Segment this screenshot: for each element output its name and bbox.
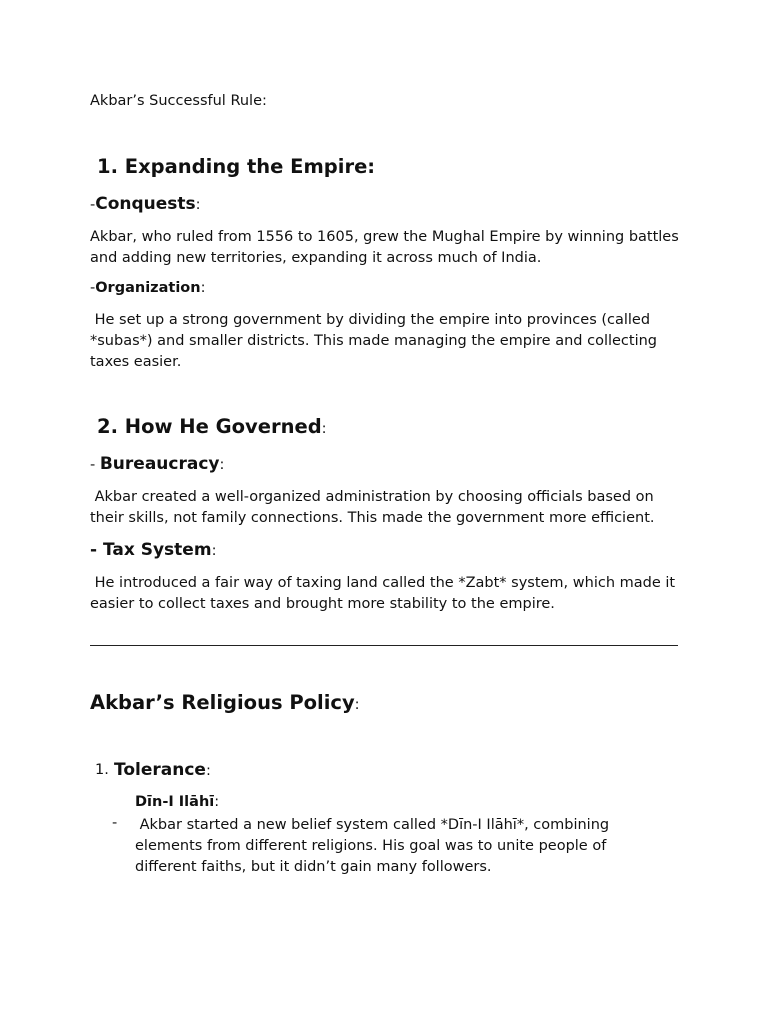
religious-policy-title: Akbar’s Religious Policy <box>90 691 355 714</box>
tolerance-number: 1. <box>95 762 109 778</box>
intro-line: Akbar’s Successful Rule: <box>90 93 267 109</box>
section-1-title: Expanding the Empire: <box>124 155 376 178</box>
section-2-title: How He Governed <box>124 415 322 438</box>
religious-policy-heading <box>90 691 360 714</box>
tax-system-colon: : <box>211 543 217 559</box>
conquests-colon: : <box>195 197 201 213</box>
din-i-ilahi-text: Akbar started a new belief system called *Dīn-I Ilāhī*, combining elements from different religions. His goal was to unite people of different faiths, but it didn’t gain many followers. <box>135 817 614 875</box>
tax-system-heading <box>90 540 216 560</box>
tax-system-label: - Tax System <box>90 540 212 560</box>
section-1-number: 1. <box>97 155 118 178</box>
tolerance-heading <box>114 760 211 780</box>
bureaucracy-heading <box>90 454 224 474</box>
bureaucracy-text: Akbar created a well-organized administration by choosing officials based on their skills, not family connections. This made the government more efficient. <box>90 489 659 526</box>
organization-text: He set up a strong government by dividing the empire into provinces (called *subas*) and smaller districts. This made managing the empire and collecting taxes easier. <box>90 312 662 370</box>
bureaucracy-prefix: - <box>90 457 100 473</box>
conquests-text: Akbar, who ruled from 1556 to 1605, grew the Mughal Empire by winning battles and adding new territories, expanding it across much of India. <box>90 229 679 266</box>
din-i-ilahi-colon: : <box>214 794 220 810</box>
conquests-label: Conquests <box>95 194 196 214</box>
bureaucracy-colon: : <box>219 457 225 473</box>
organization-label: Organization <box>95 280 201 296</box>
tolerance-colon: : <box>205 763 211 779</box>
conquests-heading <box>90 194 201 214</box>
din-i-ilahi-heading <box>135 794 219 810</box>
organization-prefix: - <box>90 280 96 296</box>
conquests-prefix: - <box>90 197 96 213</box>
religious-policy-colon: : <box>354 697 360 713</box>
din-i-ilahi-dash: - <box>112 815 118 831</box>
section-2-heading <box>90 415 327 438</box>
section-1-heading <box>90 155 375 178</box>
horizontal-divider <box>90 645 678 646</box>
bureaucracy-label: Bureaucracy <box>99 454 220 474</box>
tax-system-text: He introduced a fair way of taxing land called the *Zabt* system, which made it easier to collect taxes and brought more stability to the empire. <box>90 575 680 612</box>
section-2-colon: : <box>321 421 327 437</box>
section-2-number: 2. <box>97 415 118 438</box>
organization-heading <box>90 280 205 296</box>
din-i-ilahi-label: Dīn-I Ilāhī <box>135 794 215 810</box>
tolerance-label: Tolerance <box>114 760 206 780</box>
organization-colon: : <box>200 280 206 296</box>
